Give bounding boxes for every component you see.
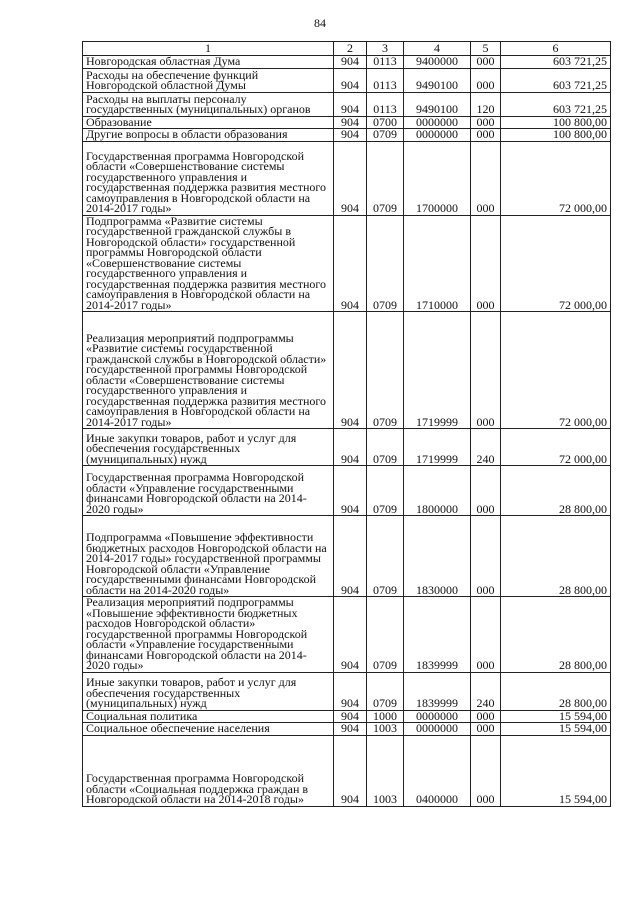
cell-sum: 72 000,00 bbox=[501, 215, 611, 312]
column-header-sum: 6 bbox=[501, 42, 611, 56]
table-row bbox=[83, 466, 611, 516]
budget-table bbox=[82, 41, 611, 807]
cell-rz: 0113 bbox=[367, 68, 404, 92]
cell-ved: 904 bbox=[334, 56, 367, 69]
cell-ved: 904 bbox=[334, 516, 367, 597]
column-header-ved: 2 bbox=[334, 42, 367, 56]
cell-sum: 100 800,00 bbox=[501, 129, 611, 142]
cell-name: Государственная программа Новгородской области «Совершенствование системы государственного управления и государственная поддержка развития местного самоуправления в Новгородской области на 2014-2017 годы» bbox=[83, 141, 334, 215]
cell-name: Подпрограмма «Повышение эффективности бюджетных расходов Новгородской области на 2014-2017 годы» государственной программы Новгородской области «Управление государственными финансами Новгородской области на 2014-2020 годы» bbox=[83, 516, 334, 597]
page-number: 84 bbox=[314, 16, 326, 30]
cell-sum: 28 800,00 bbox=[501, 516, 611, 597]
cell-vr: 000 bbox=[471, 68, 501, 92]
cell-sum: 603 721,25 bbox=[501, 92, 611, 116]
cell-rz: 0709 bbox=[367, 215, 404, 312]
table-row bbox=[83, 672, 611, 710]
table-row bbox=[83, 516, 611, 597]
table-row bbox=[83, 735, 611, 806]
cell-vr: 240 bbox=[471, 429, 501, 466]
column-header-vr: 5 bbox=[471, 42, 501, 56]
cell-rz: 0709 bbox=[367, 429, 404, 466]
cell-ved: 904 bbox=[334, 312, 367, 429]
cell-csr: 1700000 bbox=[404, 141, 471, 215]
cell-ved: 904 bbox=[334, 735, 367, 806]
cell-rz: 1003 bbox=[367, 735, 404, 806]
cell-sum: 72 000,00 bbox=[501, 312, 611, 429]
cell-rz: 0709 bbox=[367, 141, 404, 215]
cell-vr: 000 bbox=[471, 723, 501, 736]
cell-name: Социальная политика bbox=[83, 710, 334, 723]
cell-rz: 0709 bbox=[367, 516, 404, 597]
cell-csr: 1830000 bbox=[404, 516, 471, 597]
cell-name: Государственная программа Новгородской области «Социальная поддержка граждан в Новгородской области на 2014-2018 годы» bbox=[83, 735, 334, 806]
cell-rz: 0700 bbox=[367, 116, 404, 129]
cell-sum: 28 800,00 bbox=[501, 597, 611, 673]
cell-name: Иные закупки товаров, работ и услуг для обеспечения государственных (муниципальных) нужд bbox=[83, 672, 334, 710]
table-row bbox=[83, 312, 611, 429]
cell-csr: 0400000 bbox=[404, 735, 471, 806]
table-row bbox=[83, 141, 611, 215]
cell-name: Расходы на обеспечение функций Новгородской областной Думы bbox=[83, 68, 334, 92]
table-header-row bbox=[83, 42, 611, 56]
cell-ved: 904 bbox=[334, 710, 367, 723]
cell-sum: 603 721,25 bbox=[501, 68, 611, 92]
cell-csr: 9490100 bbox=[404, 92, 471, 116]
cell-rz: 0709 bbox=[367, 312, 404, 429]
cell-vr: 120 bbox=[471, 92, 501, 116]
cell-sum: 15 594,00 bbox=[501, 723, 611, 736]
cell-csr: 1710000 bbox=[404, 215, 471, 312]
cell-ved: 904 bbox=[334, 466, 367, 516]
table-row bbox=[83, 215, 611, 312]
cell-ved: 904 bbox=[334, 672, 367, 710]
cell-ved: 904 bbox=[334, 116, 367, 129]
cell-csr: 0000000 bbox=[404, 116, 471, 129]
table-row bbox=[83, 597, 611, 673]
cell-vr: 000 bbox=[471, 141, 501, 215]
cell-csr: 0000000 bbox=[404, 710, 471, 723]
cell-vr: 000 bbox=[471, 215, 501, 312]
column-header-rz: 3 bbox=[367, 42, 404, 56]
table-row bbox=[83, 129, 611, 142]
cell-ved: 904 bbox=[334, 597, 367, 673]
cell-vr: 000 bbox=[471, 116, 501, 129]
cell-name: Другие вопросы в области образования bbox=[83, 129, 334, 142]
cell-csr: 1839999 bbox=[404, 672, 471, 710]
cell-name: Социальное обеспечение населения bbox=[83, 723, 334, 736]
cell-sum: 72 000,00 bbox=[501, 141, 611, 215]
cell-vr: 000 bbox=[471, 597, 501, 673]
cell-name: Новгородская областная Дума bbox=[83, 56, 334, 69]
cell-csr: 9490100 bbox=[404, 68, 471, 92]
column-header-csr: 4 bbox=[404, 42, 471, 56]
table-row bbox=[83, 116, 611, 129]
table-row bbox=[83, 429, 611, 466]
cell-csr: 0000000 bbox=[404, 129, 471, 142]
cell-vr: 000 bbox=[471, 312, 501, 429]
cell-vr: 000 bbox=[471, 710, 501, 723]
cell-sum: 15 594,00 bbox=[501, 735, 611, 806]
cell-ved: 904 bbox=[334, 723, 367, 736]
cell-sum: 603 721,25 bbox=[501, 56, 611, 69]
cell-sum: 100 800,00 bbox=[501, 116, 611, 129]
cell-rz: 0709 bbox=[367, 466, 404, 516]
cell-rz: 1003 bbox=[367, 723, 404, 736]
cell-vr: 000 bbox=[471, 466, 501, 516]
cell-rz: 0709 bbox=[367, 672, 404, 710]
table-row bbox=[83, 92, 611, 116]
cell-vr: 000 bbox=[471, 56, 501, 69]
cell-ved: 904 bbox=[334, 129, 367, 142]
cell-ved: 904 bbox=[334, 68, 367, 92]
cell-name: Государственная программа Новгородской области «Управление государственными финансами Новгородской области на 2014-2020 годы» bbox=[83, 466, 334, 516]
cell-ved: 904 bbox=[334, 92, 367, 116]
cell-rz: 0113 bbox=[367, 56, 404, 69]
cell-vr: 240 bbox=[471, 672, 501, 710]
cell-vr: 000 bbox=[471, 516, 501, 597]
cell-name: Подпрограмма «Развитие системы государственной гражданской службы в Новгородской области» государственной программы Новгородской области «Совершенствование системы государственного управления и государственная поддержка развития местного самоуправления в Новгородской области на 2014-2017 годы» bbox=[83, 215, 334, 312]
cell-name: Образование bbox=[83, 116, 334, 129]
cell-rz: 0709 bbox=[367, 597, 404, 673]
cell-ved: 904 bbox=[334, 429, 367, 466]
cell-sum: 28 800,00 bbox=[501, 466, 611, 516]
cell-name: Иные закупки товаров, работ и услуг для обеспечения государственных (муниципальных) нужд bbox=[83, 429, 334, 466]
cell-sum: 28 800,00 bbox=[501, 672, 611, 710]
column-header-name: 1 bbox=[83, 42, 334, 56]
cell-csr: 1839999 bbox=[404, 597, 471, 673]
cell-csr: 1719999 bbox=[404, 429, 471, 466]
cell-ved: 904 bbox=[334, 141, 367, 215]
cell-sum: 72 000,00 bbox=[501, 429, 611, 466]
cell-csr: 9400000 bbox=[404, 56, 471, 69]
cell-name: Расходы на выплаты персоналу государственных (муниципальных) органов bbox=[83, 92, 334, 116]
cell-csr: 1719999 bbox=[404, 312, 471, 429]
cell-vr: 000 bbox=[471, 129, 501, 142]
cell-name: Реализация мероприятий подпрограммы «Повышение эффективности бюджетных расходов Новгородской области» государственной программы Новгородской области «Управление государственными финансами Новгородской области на 2014-2020 годы» bbox=[83, 597, 334, 673]
cell-name: Реализация мероприятий подпрограммы «Развитие системы государственной гражданской службы в Новгородской области» государственной программы Новгородской области «Совершенствование системы государственного управления и государственная поддержка развития местного самоуправления в Новгородской области на 2014-2017 годы» bbox=[83, 312, 334, 429]
table-row bbox=[83, 710, 611, 723]
cell-vr: 000 bbox=[471, 735, 501, 806]
cell-rz: 0709 bbox=[367, 129, 404, 142]
cell-ved: 904 bbox=[334, 215, 367, 312]
cell-rz: 0113 bbox=[367, 92, 404, 116]
table-row bbox=[83, 56, 611, 69]
cell-csr: 1800000 bbox=[404, 466, 471, 516]
cell-rz: 1000 bbox=[367, 710, 404, 723]
cell-csr: 0000000 bbox=[404, 723, 471, 736]
table-row bbox=[83, 68, 611, 92]
cell-sum: 15 594,00 bbox=[501, 710, 611, 723]
table-row bbox=[83, 723, 611, 736]
